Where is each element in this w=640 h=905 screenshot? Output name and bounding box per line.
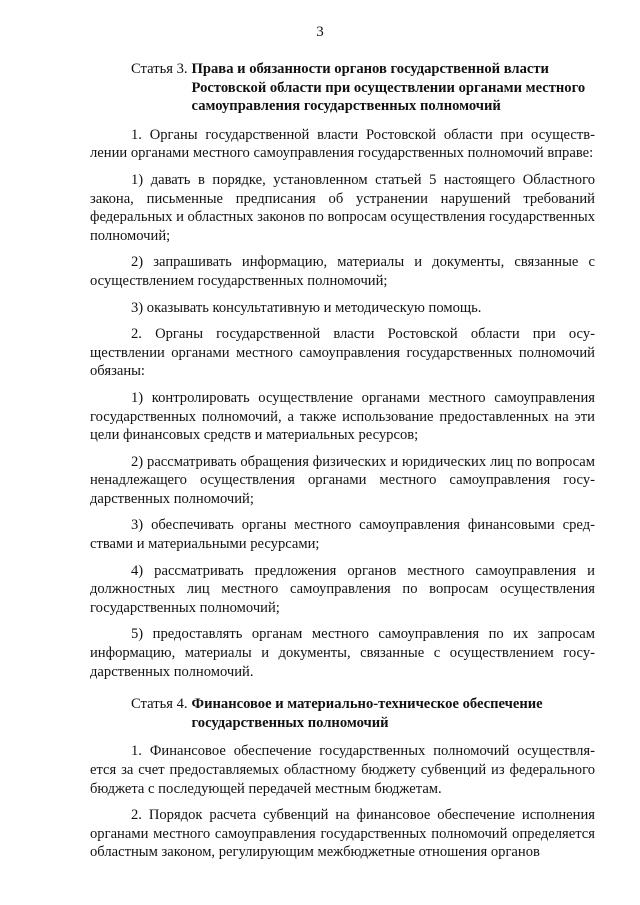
article-4-heading bbox=[90, 695, 595, 732]
article-4-title: Финансовое и материально-техническое обеспечение государственных полномочий bbox=[191, 696, 543, 731]
article-3-paragraph: 2) запрашивать информацию, материалы и документы, связанные с осуществлением государственных полномочий; bbox=[90, 254, 595, 289]
article-3-paragraph: 1) контролировать осуществление органами местного самоуправления государственных полномочий, а также использование предоставленных на эти цели финансовых средств и материальных ресурсов; bbox=[90, 389, 595, 444]
article-4-paragraph: 1. Финансовое обеспечение государственных полномочий осуществляется за счет предоставляемых областному бюджету субвенций из федерального бюджета с последующей передачей местным бюджетам. bbox=[90, 743, 595, 797]
document-body bbox=[90, 60, 595, 870]
article-3-title: Права и обязанности органов государственной власти Ростовской области при осуществлении органами местного самоуправления государственных полномочий bbox=[191, 61, 586, 115]
page-number: 3 bbox=[316, 24, 324, 40]
article-3-paragraph: 3) обеспечивать органы местного самоуправления финансовыми средствами и материальными ресурсами; bbox=[90, 517, 595, 553]
article-3-paragraph: 1) давать в порядке, установленном статьей 5 настоящего Областного закона, письменные предписания об устранении нарушений требований федеральных и областных законов по вопросам осуществления государственных полномочий; bbox=[90, 171, 595, 244]
article-3-paragraph: 1. Органы государственной власти Ростовской области при осуществлении органами местного самоуправления государственных полномочий вправе: bbox=[90, 126, 595, 162]
article-4-paragraph: 2. Порядок расчета субвенций на финансовое обеспечение исполнения органами местного самоуправления государственных полномочий определяется областным законом, регулирующим межбюджетные отношения органов bbox=[90, 807, 595, 861]
article-3-number: Статья 3. bbox=[131, 61, 188, 77]
article-3-paragraph: 5) предоставлять органам местного самоуправления по их запросам информацию, материалы и документы, связанные с осуществлением государственных полномочий. bbox=[90, 626, 595, 680]
article-3-paragraph: 2. Органы государственной власти Ростовской области при осуществлении органами местного самоуправления государственных полномочий обязаны: bbox=[90, 326, 595, 380]
article-4-number: Статья 4. bbox=[131, 696, 188, 713]
article-3-paragraph: 4) рассматривать предложения органов местного самоуправления и должностных лиц местного самоуправления по вопросам осуществления государственных полномочий; bbox=[90, 562, 595, 616]
article-3-paragraph: 2) рассматривать обращения физических и юридических лиц по вопросам ненадлежащего осуществления органами местного самоуправления государственных полномочий; bbox=[90, 453, 595, 507]
article-3-paragraph: 3) оказывать консультативную и методическую помощь. bbox=[131, 299, 482, 316]
article-3-heading bbox=[90, 60, 595, 116]
